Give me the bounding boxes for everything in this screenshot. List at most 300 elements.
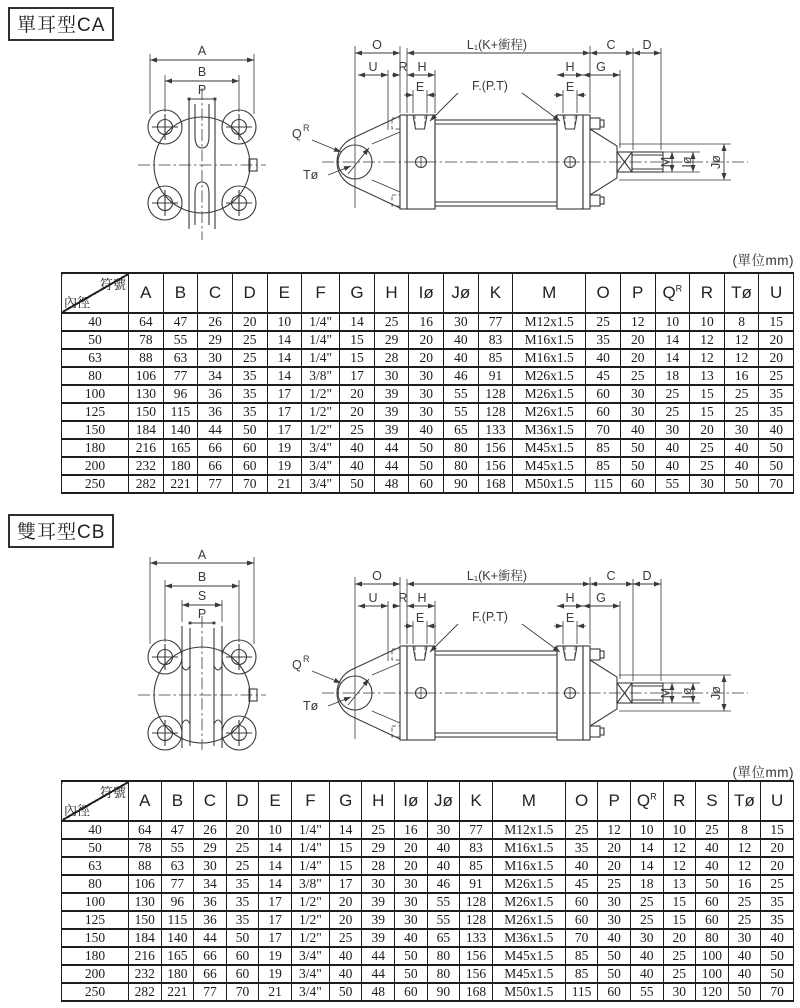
- row-header-bore: 100: [62, 893, 129, 911]
- table-cell: 12: [690, 331, 725, 349]
- table-cell: 40: [761, 929, 794, 947]
- table-cell: 35: [761, 893, 794, 911]
- table-cell: 60: [395, 983, 428, 1001]
- column-header-c: C: [198, 273, 233, 313]
- port-label: F.(P.T): [472, 79, 508, 93]
- table-row: [62, 349, 794, 367]
- table-cell: 21: [259, 983, 292, 1001]
- table-cell: 40: [329, 947, 362, 965]
- table-cell: 19: [267, 457, 302, 475]
- table-cell: 50: [728, 983, 761, 1001]
- table-cell: M12x1.5: [513, 313, 586, 331]
- column-header-k: K: [478, 273, 513, 313]
- table-cell: 3/4": [291, 983, 329, 1001]
- table-cell: 20: [620, 331, 655, 349]
- table-cell: 25: [362, 821, 395, 839]
- dim-label-g: G: [596, 60, 606, 74]
- table-cell: 25: [226, 857, 259, 875]
- column-header-p: P: [620, 273, 655, 313]
- table-cell: M50x1.5: [513, 475, 586, 493]
- table-cell: 165: [161, 947, 194, 965]
- table-cell: 30: [409, 367, 444, 385]
- table-cell: 10: [259, 821, 292, 839]
- table-cell: 40: [655, 439, 690, 457]
- table-cell: 232: [129, 457, 164, 475]
- table-cell: 45: [586, 367, 621, 385]
- table-cell: M45x1.5: [492, 965, 565, 983]
- column-header-u: U: [761, 781, 794, 821]
- table-cell: 25: [226, 839, 259, 857]
- table-cell: 47: [161, 821, 194, 839]
- table-cell: 15: [663, 911, 696, 929]
- table-cell: 25: [724, 403, 759, 421]
- table-cell: 10: [690, 313, 725, 331]
- table-cell: 18: [630, 875, 663, 893]
- table-cell: 64: [129, 821, 162, 839]
- table-cell: 221: [163, 475, 198, 493]
- dim-label-i: Iø: [680, 156, 694, 168]
- table-cell: 14: [329, 821, 362, 839]
- table-cell: 20: [759, 331, 794, 349]
- row-header-bore: 40: [62, 821, 129, 839]
- table-cell: 15: [340, 331, 375, 349]
- table-cell: 36: [198, 385, 233, 403]
- column-header-s: S: [696, 781, 729, 821]
- table-cell: 115: [565, 983, 598, 1001]
- table-cell: 30: [362, 875, 395, 893]
- table-cell: 28: [374, 349, 409, 367]
- table-cell: 70: [586, 421, 621, 439]
- table-cell: 20: [395, 839, 428, 857]
- table-row: [62, 403, 794, 421]
- table-cell: 14: [267, 367, 302, 385]
- cb-front-view: [138, 548, 266, 750]
- table-cell: 100: [696, 965, 729, 983]
- table-cell: M26x1.5: [513, 367, 586, 385]
- table-cell: 20: [690, 421, 725, 439]
- table-cell: 80: [444, 457, 479, 475]
- table-cell: 25: [232, 331, 267, 349]
- table-cell: 12: [724, 349, 759, 367]
- table-cell: 40: [728, 965, 761, 983]
- table-cell: 20: [409, 331, 444, 349]
- table-cell: 10: [663, 821, 696, 839]
- table-cell: 85: [460, 857, 493, 875]
- table-cell: M50x1.5: [492, 983, 565, 1001]
- table-cell: 1/2": [302, 421, 340, 439]
- table-cell: 60: [586, 385, 621, 403]
- row-header-bore: 50: [62, 839, 129, 857]
- dim-label-h-right: H: [565, 60, 575, 74]
- table-cell: 77: [161, 875, 194, 893]
- dim-label-r: R: [398, 60, 408, 74]
- table-cell: M26x1.5: [513, 403, 586, 421]
- table-cell: 20: [620, 349, 655, 367]
- table-cell: 30: [395, 893, 428, 911]
- column-header-a: A: [129, 781, 162, 821]
- table-cell: 39: [362, 893, 395, 911]
- table-cell: 45: [565, 875, 598, 893]
- dim-label-j: Jø: [709, 155, 723, 169]
- section-label-ca: 單耳型CA: [8, 7, 114, 41]
- row-header-bore: 180: [62, 947, 129, 965]
- table-cell: 30: [630, 929, 663, 947]
- row-header-bore: 180: [62, 439, 129, 457]
- table-cell: 115: [163, 403, 198, 421]
- table-cell: 34: [194, 875, 227, 893]
- table-cell: 12: [598, 821, 631, 839]
- table-cell: 85: [586, 439, 621, 457]
- row-header-bore: 63: [62, 857, 129, 875]
- table-cell: 12: [620, 313, 655, 331]
- column-header-e: E: [259, 781, 292, 821]
- column-header-g: G: [340, 273, 375, 313]
- cb-side-view: [292, 568, 748, 740]
- table-cell: 14: [267, 349, 302, 367]
- table-cell: 8: [728, 821, 761, 839]
- table-cell: 44: [362, 965, 395, 983]
- table-cell: M36x1.5: [513, 421, 586, 439]
- table-cell: 63: [161, 857, 194, 875]
- table-cell: 26: [194, 821, 227, 839]
- table-cell: 25: [728, 911, 761, 929]
- table-cell: 40: [340, 439, 375, 457]
- column-header-b: B: [163, 273, 198, 313]
- table-cell: 156: [478, 439, 513, 457]
- table-cell: 83: [460, 839, 493, 857]
- table-cell: 1/4": [291, 839, 329, 857]
- dim-label-b: B: [197, 570, 207, 584]
- table-cell: 17: [340, 367, 375, 385]
- table-cell: 44: [374, 439, 409, 457]
- table-cell: 60: [226, 947, 259, 965]
- table-cell: 12: [728, 857, 761, 875]
- table-cell: 1/2": [302, 385, 340, 403]
- table-cell: 63: [163, 349, 198, 367]
- table-cell: 60: [232, 439, 267, 457]
- table-cell: 25: [655, 385, 690, 403]
- table-cell: 3/4": [302, 475, 340, 493]
- table-cell: 20: [340, 385, 375, 403]
- table-cell: 20: [759, 349, 794, 367]
- table-cell: 70: [565, 929, 598, 947]
- table-cell: 156: [478, 457, 513, 475]
- table-cell: 50: [620, 457, 655, 475]
- table-cell: 40: [696, 857, 729, 875]
- table-cell: 14: [259, 839, 292, 857]
- row-header-bore: 150: [62, 929, 129, 947]
- table-cell: 133: [460, 929, 493, 947]
- table-cell: 14: [259, 857, 292, 875]
- table-cell: 128: [460, 911, 493, 929]
- column-header-j: Jø: [427, 781, 460, 821]
- table-cell: 20: [761, 839, 794, 857]
- column-header-t: Tø: [728, 781, 761, 821]
- table-cell: 55: [163, 331, 198, 349]
- table-cell: 66: [198, 457, 233, 475]
- table-cell: 60: [696, 893, 729, 911]
- ca-front-view: [138, 44, 266, 240]
- cb-dimension-table: [61, 780, 794, 1002]
- table-cell: 19: [267, 439, 302, 457]
- table-cell: 85: [565, 965, 598, 983]
- table-cell: 85: [586, 457, 621, 475]
- table-cell: 15: [340, 349, 375, 367]
- table-cell: 77: [460, 821, 493, 839]
- row-header-bore: 125: [62, 403, 129, 421]
- table-cell: 35: [759, 385, 794, 403]
- table-cell: 50: [395, 947, 428, 965]
- column-header-qr: $Q^R$: [630, 781, 663, 821]
- table-cell: 12: [724, 331, 759, 349]
- table-row: [62, 875, 794, 893]
- column-header-i: Iø: [395, 781, 428, 821]
- dim-label-d: D: [642, 569, 652, 583]
- table-row: [62, 439, 794, 457]
- table-cell: 25: [565, 821, 598, 839]
- table-cell: 16: [724, 367, 759, 385]
- table-row: [62, 475, 794, 493]
- dim-label-m: M: [659, 156, 673, 168]
- row-header-bore: 50: [62, 331, 129, 349]
- table-cell: 25: [655, 403, 690, 421]
- column-header-k: K: [460, 781, 493, 821]
- table-cell: 1/2": [302, 403, 340, 421]
- dim-label-e-left: E: [415, 611, 425, 625]
- table-cell: 20: [226, 821, 259, 839]
- table-cell: 40: [696, 839, 729, 857]
- table-cell: 12: [690, 349, 725, 367]
- section-label-cb: 雙耳型CB: [8, 514, 114, 548]
- table-cell: 12: [663, 857, 696, 875]
- table-cell: 150: [129, 403, 164, 421]
- table-cell: 80: [444, 439, 479, 457]
- table-cell: 13: [663, 875, 696, 893]
- table-cell: 50: [761, 947, 794, 965]
- dim-label-m: M: [659, 687, 673, 699]
- dim-label-h-right: H: [565, 591, 575, 605]
- table-cell: 25: [630, 893, 663, 911]
- table-cell: 184: [129, 421, 164, 439]
- table-cell: 30: [409, 385, 444, 403]
- dim-label-e-left: E: [415, 80, 425, 94]
- table-cell: 50: [620, 439, 655, 457]
- table-cell: 30: [663, 983, 696, 1001]
- table-row: [62, 839, 794, 857]
- column-header-p: P: [598, 781, 631, 821]
- table-cell: 25: [598, 875, 631, 893]
- table-cell: 1/2": [291, 911, 329, 929]
- table-cell: 150: [129, 911, 162, 929]
- table-cell: M45x1.5: [492, 947, 565, 965]
- table-cell: 60: [409, 475, 444, 493]
- ca-side-view: [292, 38, 748, 209]
- dim-label-l1: L₁(K+衝程): [466, 38, 528, 52]
- table-cell: 140: [161, 929, 194, 947]
- table-cell: 55: [427, 911, 460, 929]
- table-cell: 40: [724, 457, 759, 475]
- table-cell: 128: [478, 385, 513, 403]
- table-cell: 88: [129, 857, 162, 875]
- table-row: [62, 947, 794, 965]
- dim-label-j: Jø: [709, 686, 723, 700]
- table-cell: 85: [478, 349, 513, 367]
- table-cell: 128: [460, 893, 493, 911]
- table-cell: 3/8": [302, 367, 340, 385]
- dim-label-p: P: [197, 607, 207, 621]
- row-header-bore: 80: [62, 875, 129, 893]
- table-cell: 60: [226, 965, 259, 983]
- table-row: [62, 965, 794, 983]
- table-cell: 35: [565, 839, 598, 857]
- table-cell: 60: [586, 403, 621, 421]
- table-cell: 130: [129, 893, 162, 911]
- table-cell: 78: [129, 331, 164, 349]
- table-cell: 16: [395, 821, 428, 839]
- table-cell: 10: [655, 313, 690, 331]
- cb-drawing: [0, 548, 800, 752]
- table-cell: 66: [194, 947, 227, 965]
- table-cell: 25: [663, 965, 696, 983]
- column-header-c: C: [194, 781, 227, 821]
- svg-text:R: R: [303, 654, 310, 664]
- table-cell: 17: [329, 875, 362, 893]
- dim-label-s: S: [197, 589, 207, 603]
- table-cell: 70: [226, 983, 259, 1001]
- table-cell: M36x1.5: [492, 929, 565, 947]
- table-cell: 40: [409, 421, 444, 439]
- table-cell: 90: [427, 983, 460, 1001]
- table-row: [62, 929, 794, 947]
- table-cell: 10: [630, 821, 663, 839]
- table-cell: 55: [161, 839, 194, 857]
- table-cell: 40: [444, 349, 479, 367]
- table-cell: 55: [444, 403, 479, 421]
- table-cell: 156: [460, 965, 493, 983]
- table-cell: 91: [460, 875, 493, 893]
- table-cell: 96: [163, 385, 198, 403]
- row-header-bore: 200: [62, 965, 129, 983]
- row-header-bore: 100: [62, 385, 129, 403]
- row-header-bore: 250: [62, 475, 129, 493]
- table-cell: 25: [759, 367, 794, 385]
- table-cell: 25: [690, 457, 725, 475]
- table-cell: 100: [696, 947, 729, 965]
- port-label: F.(P.T): [472, 610, 508, 624]
- table-cell: M16x1.5: [492, 857, 565, 875]
- table-cell: 140: [163, 421, 198, 439]
- table-cell: 35: [226, 875, 259, 893]
- column-header-r: R: [690, 273, 725, 313]
- column-header-o: O: [565, 781, 598, 821]
- table-cell: 35: [232, 403, 267, 421]
- table-cell: 39: [362, 911, 395, 929]
- table-cell: 66: [194, 965, 227, 983]
- table-cell: 12: [728, 839, 761, 857]
- table-row: [62, 911, 794, 929]
- column-header-t: Tø: [724, 273, 759, 313]
- column-header-b: B: [161, 781, 194, 821]
- table-cell: 30: [395, 875, 428, 893]
- dim-label-u: U: [368, 60, 378, 74]
- dim-label-o: O: [372, 569, 382, 583]
- table-cell: 168: [478, 475, 513, 493]
- column-header-d: D: [226, 781, 259, 821]
- dim-label-c: C: [606, 569, 616, 583]
- table-cell: 14: [259, 875, 292, 893]
- table-corner-header: 符號 內徑: [62, 781, 129, 821]
- column-header-j: Jø: [444, 273, 479, 313]
- table-cell: 50: [409, 457, 444, 475]
- table-cell: 40: [444, 331, 479, 349]
- column-header-d: D: [232, 273, 267, 313]
- ca-drawing: [0, 38, 800, 242]
- dim-label-p: P: [197, 83, 207, 97]
- column-header-e: E: [267, 273, 302, 313]
- table-cell: 55: [630, 983, 663, 1001]
- clevis-radius-label: Q: [292, 658, 302, 672]
- table-cell: 70: [761, 983, 794, 1001]
- table-cell: 184: [129, 929, 162, 947]
- table-cell: 30: [409, 403, 444, 421]
- column-header-m: M: [492, 781, 565, 821]
- table-cell: 40: [620, 421, 655, 439]
- table-cell: 60: [565, 911, 598, 929]
- table-cell: 282: [129, 983, 162, 1001]
- dim-label-r: R: [398, 591, 408, 605]
- table-cell: 44: [198, 421, 233, 439]
- table-cell: 55: [427, 893, 460, 911]
- table-cell: 39: [362, 929, 395, 947]
- table-cell: 14: [630, 857, 663, 875]
- table-cell: M12x1.5: [492, 821, 565, 839]
- dim-label-g: G: [596, 591, 606, 605]
- table-cell: 40: [759, 421, 794, 439]
- table-row: [62, 821, 794, 839]
- table-cell: 29: [362, 839, 395, 857]
- table-cell: 39: [374, 385, 409, 403]
- table-cell: 15: [663, 893, 696, 911]
- table-cell: 221: [161, 983, 194, 1001]
- table-cell: 40: [724, 439, 759, 457]
- table-cell: 48: [374, 475, 409, 493]
- dim-label-a: A: [197, 44, 207, 58]
- table-cell: 50: [598, 965, 631, 983]
- table-cell: 29: [374, 331, 409, 349]
- table-cell: 12: [663, 839, 696, 857]
- unit-note-cb: (單位mm): [732, 765, 794, 780]
- table-cell: 30: [620, 385, 655, 403]
- table-cell: 14: [267, 331, 302, 349]
- table-cell: M45x1.5: [513, 439, 586, 457]
- table-cell: 20: [598, 839, 631, 857]
- table-cell: 50: [340, 475, 375, 493]
- table-row: [62, 313, 794, 331]
- table-cell: 77: [478, 313, 513, 331]
- row-header-bore: 150: [62, 421, 129, 439]
- table-cell: 40: [395, 929, 428, 947]
- table-cell: 64: [129, 313, 164, 331]
- table-cell: 35: [226, 911, 259, 929]
- dim-label-i: Iø: [680, 687, 694, 699]
- table-cell: 156: [460, 947, 493, 965]
- column-header-qr: $Q^R$: [655, 273, 690, 313]
- table-cell: 46: [427, 875, 460, 893]
- table-cell: 48: [362, 983, 395, 1001]
- table-cell: 35: [226, 893, 259, 911]
- ca-dimension-table: [61, 272, 794, 494]
- table-cell: 35: [232, 385, 267, 403]
